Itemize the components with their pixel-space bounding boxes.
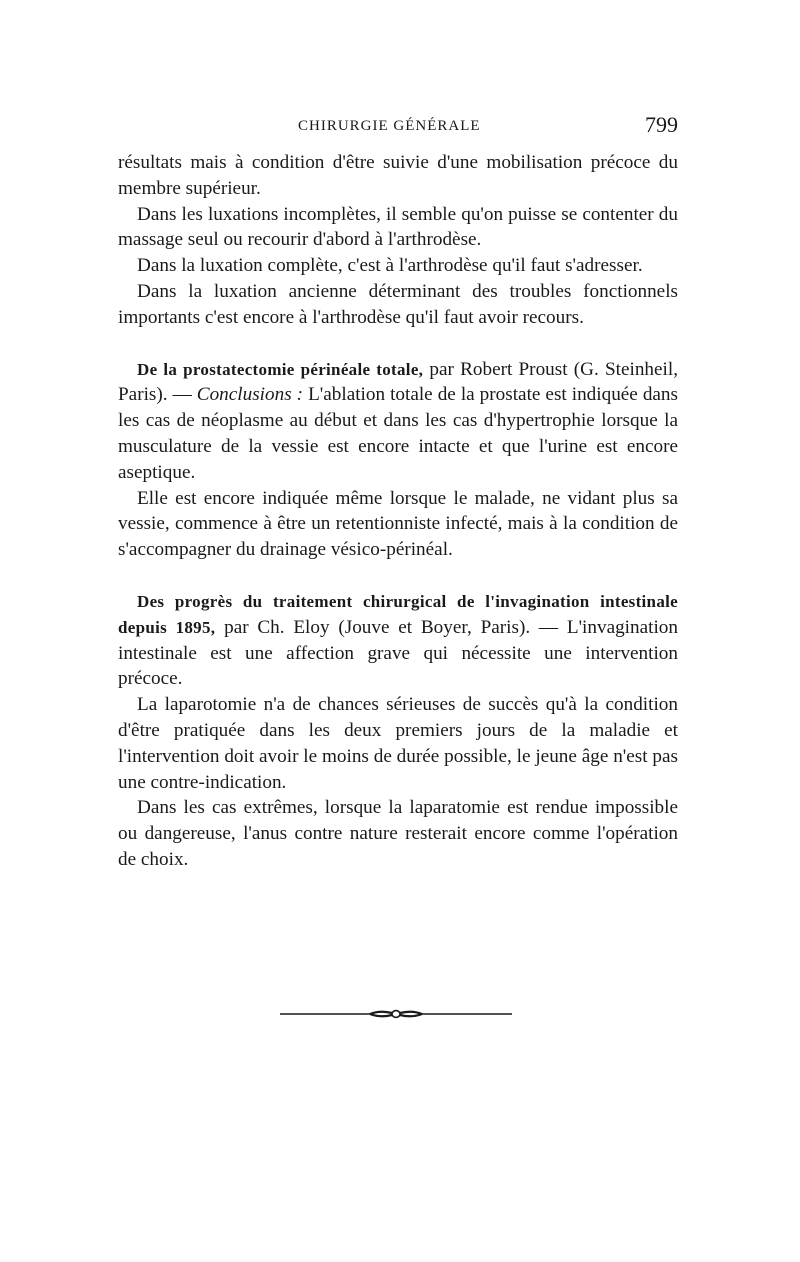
- running-head: [118, 112, 678, 142]
- paragraph: Elle est encore indiquée même lorsque le malade, ne vidant plus sa vessie, commence à être un retentionniste infecté, mais à la condition de s'accompagner du drainage vésico-périnéal.: [118, 487, 678, 561]
- page-number: 799: [645, 112, 678, 137]
- article-author: par Ch. Eloy (Jouve et Boyer, Paris). —: [215, 616, 567, 638]
- running-title: CHIRURGIE GÉNÉRALE: [298, 118, 481, 134]
- paragraph: Dans les luxations incomplètes, il semble qu'on puisse se contenter du massage seul ou recourir d'abord à l'arthrodèse.: [118, 203, 678, 251]
- article-text: L'invagination intestinale est une affection grave qui nécessite une intervention précoce.: [118, 616, 678, 690]
- conclusions-label: Conclusions :: [196, 384, 304, 406]
- paragraph: résultats mais à condition d'être suivie d'une mobilisation précoce du membre supérieur.: [118, 152, 678, 199]
- article-entry-invagination: [118, 589, 678, 692]
- section-gap: [118, 331, 678, 357]
- paragraph: Dans la luxation ancienne déterminant des troubles fonctionnels importants c'est encore à l'arthrodèse qu'il faut avoir recours.: [118, 280, 678, 328]
- article-entry-prostatectomy: [118, 357, 678, 486]
- section-gap: [118, 563, 678, 589]
- article-author: par Robert Proust (G. Steinheil, Paris). —: [118, 358, 678, 406]
- article-title: De la prostatectomie périnéale totale,: [137, 359, 424, 379]
- paragraph: La laparotomie n'a de chances sérieuses de succès qu'à la condition d'être pratiquée dans les deux premiers jours de la maladie et l'intervention doit avoir le moins de durée possible, le jeune âge n'est pas une contre-indication.: [118, 694, 678, 793]
- paragraph: Dans les cas extrêmes, lorsque la laparatomie est rendue impossible ou dangereuse, l'anus contre nature resterait encore comme l'opération de choix.: [118, 797, 678, 870]
- article-text: L'ablation totale de la prostate est indiquée dans les cas de néoplasme au début et dans les cas d'hypertrophie lorsque la musculature de la vessie est encore intacte et que l'urine est encore aseptique.: [118, 384, 678, 483]
- body-text: [118, 150, 678, 873]
- paragraph: Dans la luxation complète, c'est à l'arthrodèse qu'il faut s'adresser.: [137, 255, 643, 277]
- article-title: Des progrès du traitement chirurgical de l'invagination intestinale depuis 1895,: [118, 591, 678, 637]
- ornament-divider: [280, 1002, 512, 1026]
